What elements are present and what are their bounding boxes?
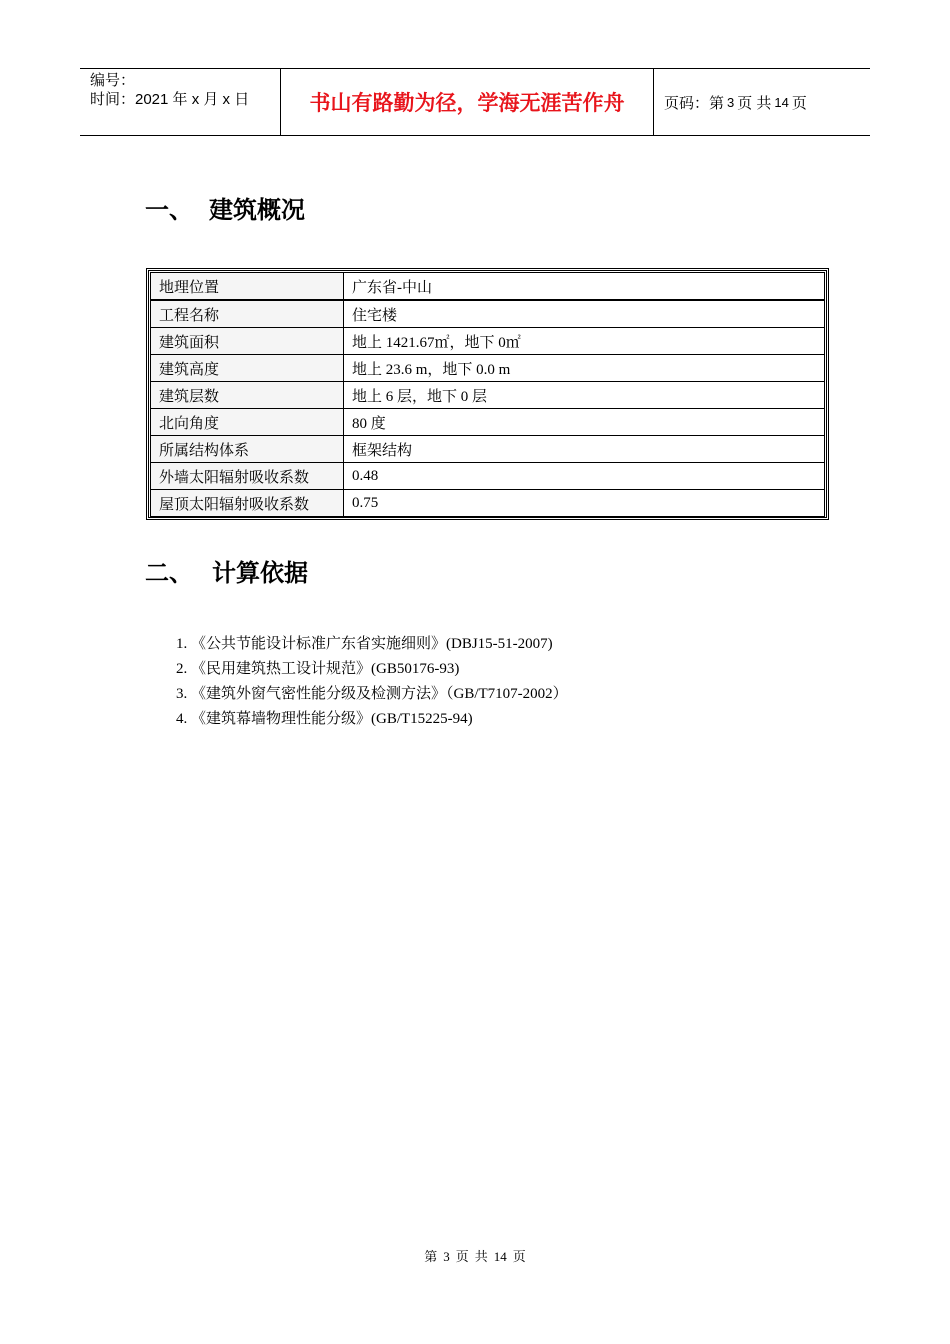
page-prefix: 页码：第 [664,94,725,112]
row-label: 地理位置 [151,273,344,301]
footer-total-pages: 14 [493,1249,507,1264]
document-number-label: 编号： [90,72,136,89]
table-row [151,409,825,436]
table-row [151,490,825,517]
footer-current-page: 3 [443,1249,450,1264]
section-title: 建筑概况 [209,196,305,224]
row-value: 地上 23.6 m，地下 0.0 m [344,355,825,382]
row-value: 住宅楼 [344,300,825,328]
row-value: 广东省-中山 [344,273,825,301]
table-row [151,300,825,328]
footer-suffix: 页 [512,1249,526,1264]
row-label: 外墙太阳辐射吸收系数 [151,463,344,490]
row-label: 建筑层数 [151,382,344,409]
section-number: 二、 [145,559,193,587]
table-row [151,463,825,490]
row-label: 屋顶太阳辐射吸收系数 [151,490,344,517]
row-label: 建筑高度 [151,355,344,382]
footer-prefix: 第 [424,1249,438,1264]
reference-item: 1. 《公共节能设计标准广东省实施细则》(DBJ15-51-2007) [176,636,553,652]
page-header [80,68,870,136]
reference-item: 4. 《建筑幕墙物理性能分级》(GB/T15225-94) [176,711,473,727]
document-date: 时间：2021 年 x 月 x 日 [90,91,250,108]
row-value: 80 度 [344,409,825,436]
page-footer [0,1246,950,1265]
overview-table [146,268,829,520]
reference-item: 2. 《民用建筑热工设计规范》(GB50176-93) [176,661,460,677]
page-current: 3 [727,94,735,110]
section-title: 计算依据 [212,559,308,587]
row-value: 0.75 [344,490,825,517]
row-value: 地上 6 层，地下 0 层 [344,382,825,409]
row-label: 建筑面积 [151,328,344,355]
reference-item: 3. 《建筑外窗气密性能分级及检测方法》（GB/T7107-2002） [176,686,568,702]
footer-page-word: 页 [455,1249,469,1264]
row-value: 框架结构 [344,436,825,463]
page-total: 14 [774,94,789,110]
table-row [151,355,825,382]
row-value: 地上 1421.67㎡，地下 0㎡ [344,328,825,355]
table-row [151,328,825,355]
section-heading-basis [145,553,308,588]
header-motto: 书山有路勤为径，学海无涯苦作舟 [281,69,654,135]
row-label: 所属结构体系 [151,436,344,463]
table-row [151,273,825,301]
page-mid: 页 共 [737,94,772,112]
row-label: 工程名称 [151,300,344,328]
table-row [151,382,825,409]
footer-total-word: 共 [474,1249,488,1264]
section-heading-overview [145,190,305,225]
row-value: 0.48 [344,463,825,490]
header-page-info [654,69,870,135]
section-number: 一、 [145,196,193,224]
table-row [151,436,825,463]
reference-list [176,632,568,732]
row-label: 北向角度 [151,409,344,436]
header-meta [80,69,281,135]
page-suffix: 页 [791,94,807,112]
